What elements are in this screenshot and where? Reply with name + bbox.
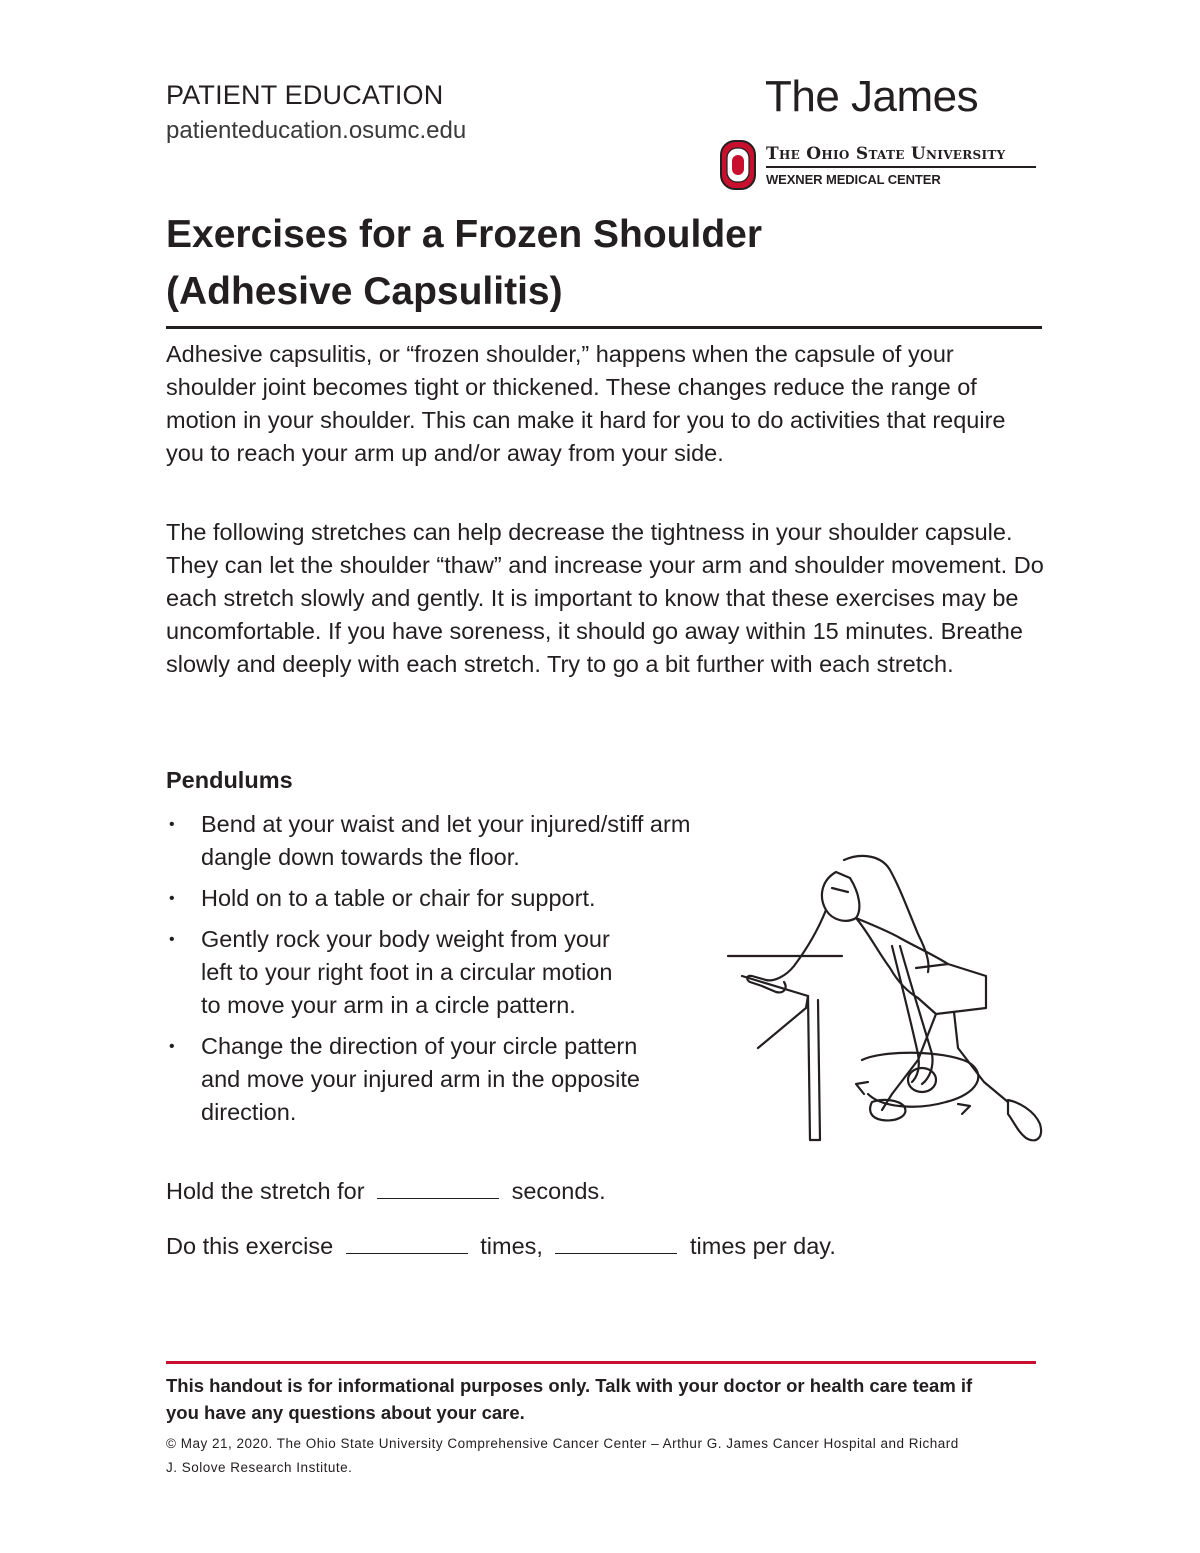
list-item	[166, 1030, 726, 1129]
list-item	[166, 923, 726, 1022]
patient-education-url[interactable]: patienteducation.osumc.edu	[166, 117, 467, 144]
hold-seconds-blank[interactable]	[377, 1178, 499, 1199]
pendulum-exercise-illustration	[722, 848, 1062, 1158]
title-line-1: Exercises for a Frozen Shoulder	[166, 213, 763, 256]
list-item-text: Change the direction of your circle pattern and move your injured arm in the opposite direction.	[201, 1033, 640, 1125]
copyright-text: © May 21, 2020. The Ohio State University Comprehensive Cancer Center – Arthur G. James Cancer Hospital and Richard J. Solove Research Institute.	[166, 1436, 959, 1475]
do-suffix: times per day.	[690, 1233, 836, 1259]
university-name: The Ohio State University	[766, 144, 1006, 164]
medical-center-name: WEXNER MEDICAL CENTER	[766, 172, 941, 187]
pendulum-instructions	[166, 808, 726, 1137]
hold-suffix: seconds.	[511, 1178, 606, 1204]
list-item-text: Bend at your waist and let your injured/stiff arm dangle down towards the floor.	[201, 811, 691, 870]
disclaimer-note: This handout is for informational purposes only. Talk with your doctor or health care team if you have any questions about your care.	[166, 1375, 973, 1423]
footer-divider	[166, 1361, 1036, 1364]
do-label: Do this exercise	[166, 1233, 334, 1259]
title-line-2: (Adhesive Capsulitis)	[166, 270, 563, 313]
page-title	[166, 206, 1046, 320]
patient-education-label: PATIENT EDUCATION	[166, 80, 444, 110]
intro-paragraph-1: Adhesive capsulitis, or “frozen shoulder,” happens when the capsule of your shoulder joint becomes tight or thickened. These changes reduce the range of motion in your shoulder. This can make it hard for you to do activities that require you to reach your arm up and/or away from your side.	[166, 341, 1006, 466]
repetitions-blank[interactable]	[346, 1233, 468, 1254]
bullet-icon: •	[169, 890, 175, 907]
list-item-text: Gently rock your body weight from your left to your right foot in a circular motion to move your arm in a circle pattern.	[201, 926, 613, 1018]
brand-name: The James	[765, 72, 979, 121]
list-item	[166, 808, 726, 874]
section-heading-pendulums: Pendulums	[166, 767, 293, 793]
title-divider	[166, 326, 1042, 329]
times-per-day-blank[interactable]	[555, 1233, 677, 1254]
list-item-text: Hold on to a table or chair for support.	[201, 885, 596, 911]
hold-label: Hold the stretch for	[166, 1178, 365, 1204]
intro-paragraph-2: The following stretches can help decrease the tightness in your shoulder capsule. They can let the shoulder “thaw” and increase your arm and shoulder movement. Do each stretch slowly and gently. It is important to know that these exercises may be uncomfortable. If you have soreness, it should go away within 15 minutes. Breathe slowly and deeply with each stretch. Try to go a bit further with each stretch.	[166, 519, 1044, 677]
do-middle: times,	[480, 1233, 543, 1259]
list-item	[166, 882, 726, 915]
hold-duration-line	[166, 1178, 606, 1205]
osu-logo	[720, 140, 1040, 192]
repetition-line	[166, 1233, 836, 1260]
bullet-icon: •	[169, 1038, 175, 1055]
logo-divider	[766, 166, 1036, 168]
block-o-icon	[720, 140, 756, 190]
bullet-icon: •	[169, 931, 175, 948]
bullet-icon: •	[169, 816, 175, 833]
